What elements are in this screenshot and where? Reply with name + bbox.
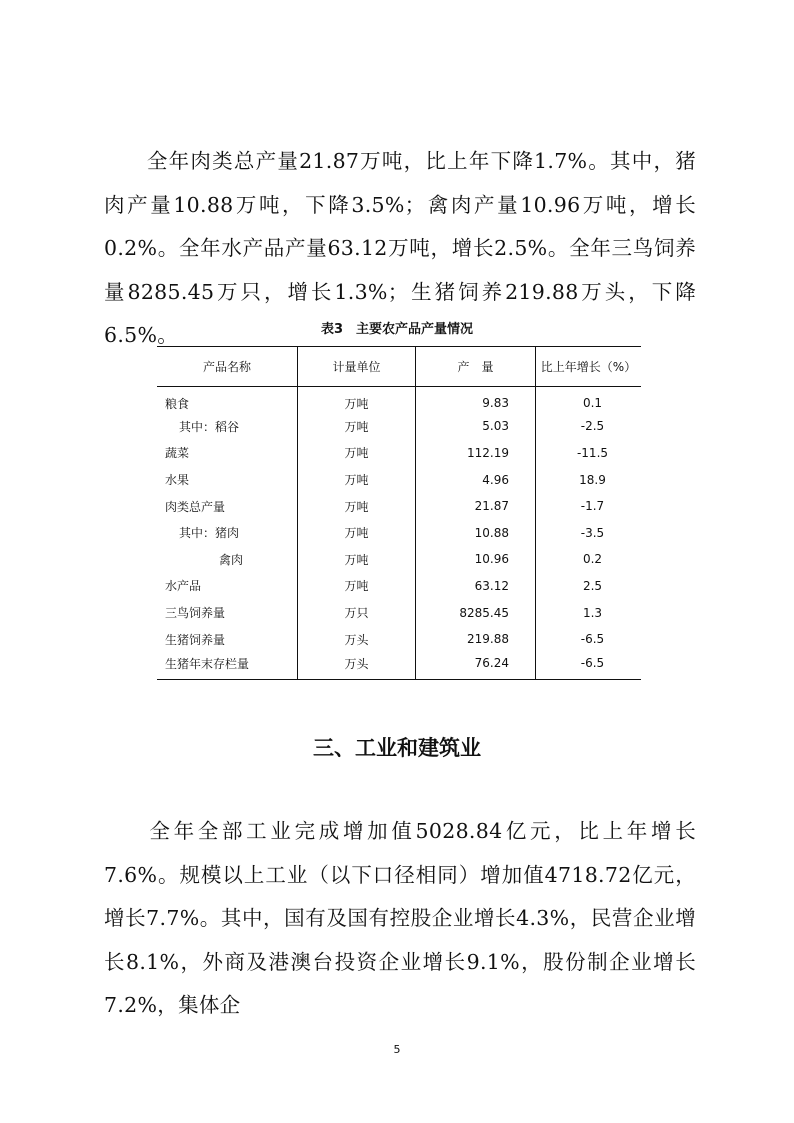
cell-unit: 万吨: [298, 413, 416, 440]
cell-name: 生猪饲养量: [165, 632, 226, 647]
cell-name: 其中：稻谷: [179, 419, 240, 434]
cell-name: 粮食: [165, 396, 190, 411]
cell-name: 肉类总产量: [165, 499, 226, 514]
paragraph-text: 全年肉类总产量21.87万吨，比上年下降1.7%。其中，猪肉产量10.88万吨，下降3.5%；禽肉产量10.96万吨，增长0.2%。全年水产品产量63.12万吨，增长2.5%。全年三鸟饲养量8285.45万只，增长1.3%；生猪饲养219.88万头，下降6.5%。: [104, 149, 696, 347]
cell-unit: 万吨: [298, 546, 416, 573]
cell-quantity: 10.88: [416, 519, 536, 546]
cell-unit: 万只: [298, 599, 416, 626]
cell-name: 其中：猪肉: [179, 526, 240, 541]
page-number: 5: [393, 1043, 401, 1056]
cell-unit: 万吨: [298, 440, 416, 467]
table-row: [157, 493, 641, 520]
cell-quantity: 8285.45: [416, 599, 536, 626]
cell-change: -6.5: [536, 652, 642, 679]
table-row: [157, 573, 641, 600]
cell-quantity: 5.03: [416, 413, 536, 440]
paragraph-industry: [104, 810, 696, 1028]
cell-name: 三鸟饲养量: [165, 606, 226, 621]
header-quantity: 产 量: [416, 347, 536, 387]
cell-quantity: 10.96: [416, 546, 536, 573]
paragraph-text: 全年全部工业完成增加值5028.84亿元，比上年增长7.6%。规模以上工业（以下口径相同）增加值4718.72亿元，增长7.7%。其中，国有及国有控股企业增长4.3%，民营企业增长8.1%，外商及港澳台投资企业增长9.1%，股份制企业增长7.2%，集体企: [104, 819, 696, 1017]
cell-quantity: 63.12: [416, 573, 536, 600]
cell-quantity: 76.24: [416, 652, 536, 679]
table-row: [157, 519, 641, 546]
header-product-name: 产品名称: [157, 347, 298, 387]
cell-change: -2.5: [536, 413, 642, 440]
cell-quantity: 21.87: [416, 493, 536, 520]
cell-change: 0.2: [536, 546, 642, 573]
table-caption: 表3 主要农产品产量情况: [320, 322, 474, 337]
cell-quantity: 112.19: [416, 440, 536, 467]
table-header-row: [157, 347, 641, 387]
cell-name: 禽肉: [219, 552, 244, 567]
table-row: [157, 626, 641, 653]
table-row: [157, 440, 641, 467]
cell-change: 1.3: [536, 599, 642, 626]
table-row: [157, 546, 641, 573]
cell-unit: 万吨: [298, 493, 416, 520]
table-row: [157, 387, 641, 414]
cell-quantity: 219.88: [416, 626, 536, 653]
cell-unit: 万吨: [298, 466, 416, 493]
table-row: [157, 652, 641, 679]
cell-quantity: 4.96: [416, 466, 536, 493]
cell-change: 0.1: [536, 387, 642, 414]
cell-change: -3.5: [536, 519, 642, 546]
cell-change: -6.5: [536, 626, 642, 653]
section-heading: 三、工业和建筑业: [313, 736, 481, 760]
cell-name: 蔬菜: [165, 446, 190, 461]
cell-change: 18.9: [536, 466, 642, 493]
cell-unit: 万头: [298, 652, 416, 679]
cell-unit: 万头: [298, 626, 416, 653]
table-row: [157, 466, 641, 493]
cell-name: 生猪年末存栏量: [157, 652, 298, 679]
cell-quantity: 9.83: [416, 387, 536, 414]
cell-unit: 万吨: [298, 387, 416, 414]
cell-unit: 万吨: [298, 519, 416, 546]
cell-name: 水果: [165, 473, 190, 488]
header-change: 比上年增长（%）: [536, 347, 642, 387]
header-unit: 计量单位: [298, 347, 416, 387]
cell-unit: 万吨: [298, 573, 416, 600]
agricultural-products-table: [157, 346, 641, 680]
cell-change: -11.5: [536, 440, 642, 467]
cell-change: -1.7: [536, 493, 642, 520]
table-row: [157, 413, 641, 440]
cell-name: 水产品: [165, 579, 202, 594]
cell-change: 2.5: [536, 573, 642, 600]
table-row: [157, 599, 641, 626]
